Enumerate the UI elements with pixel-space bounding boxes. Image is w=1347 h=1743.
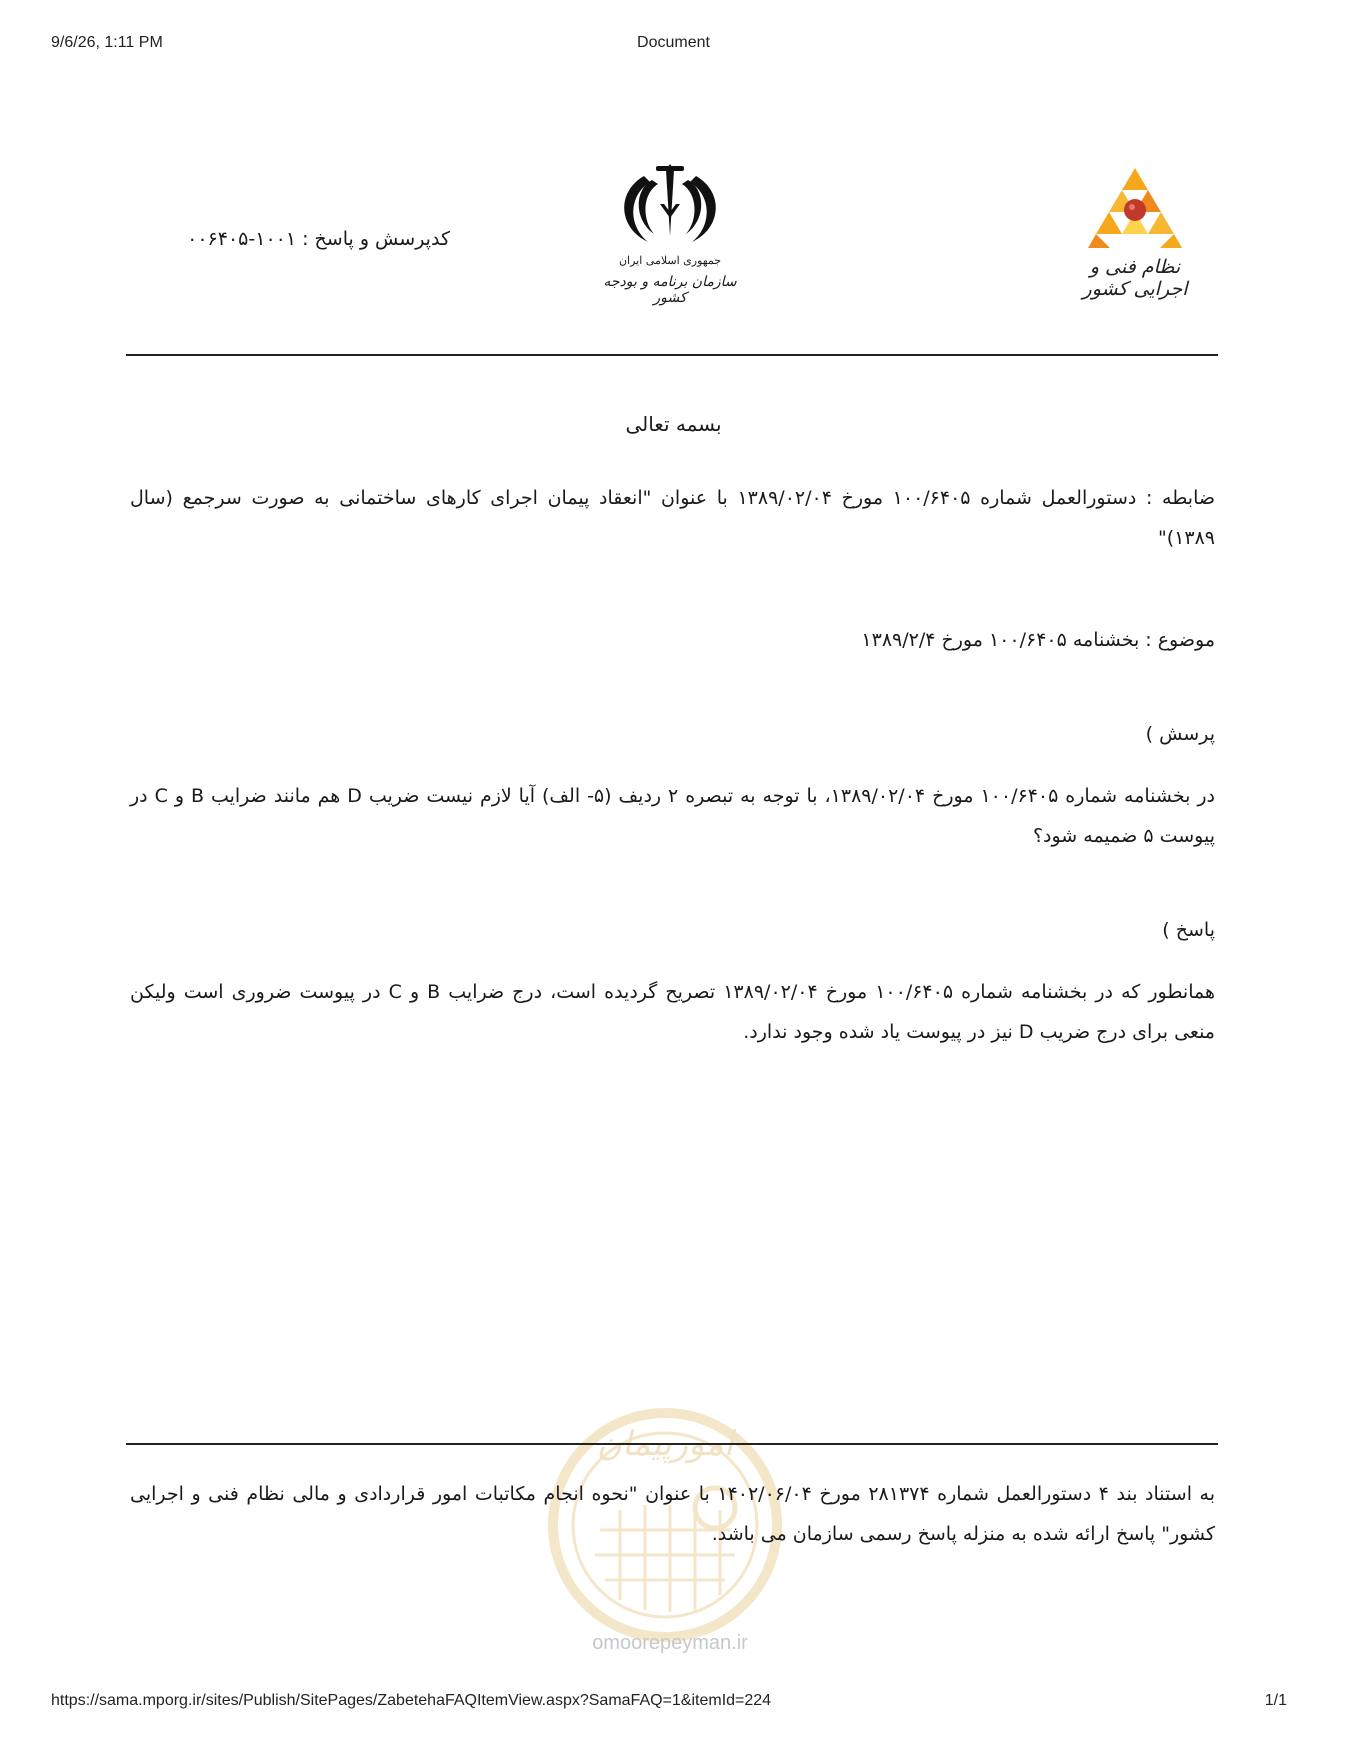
print-url: https://sama.mporg.ir/sites/Publish/SitePages/ZabetehaFAQItemView.aspx?SamaFAQ=1&itemId=224	[51, 1692, 772, 1709]
iran-emblem	[600, 158, 740, 308]
logo-text: نظام فنی و اجرایی کشور	[1082, 256, 1188, 300]
answer-label: پاسخ )	[1162, 919, 1215, 941]
watermark-title: امورپیمان	[596, 1424, 734, 1464]
triangle-cubes-icon	[1088, 168, 1182, 248]
answer-text: همانطور که در بخشنامه شماره ۱۰۰/۶۴۰۵ مورخ ۱۳۸۹/۰۲/۰۴ تصریح گردیده است، درج ضرایب B و C در پیوست ضروری است ولیکن منعی برای درج ضریب D نیز در پیوست یاد شده وجود ندارد.	[130, 981, 1215, 1043]
question-code: کدپرسش و پاسخ : ۱۰۰۱-۰۰۶۴۰۵	[187, 228, 450, 250]
technical-system-logo	[1060, 160, 1210, 310]
print-page-number: 1/1	[1264, 1692, 1287, 1709]
watermark-url: omoorepeyman.ir	[592, 1632, 748, 1654]
page-title: بسمه تعالی	[625, 412, 722, 436]
question-label: پرسش )	[1145, 723, 1215, 745]
footer-divider	[126, 1443, 1218, 1445]
print-doc-title: Document	[637, 34, 710, 51]
emblem-icon	[600, 158, 740, 248]
regulation-reference: ضابطه : دستورالعمل شماره ۱۰۰/۶۴۰۵ مورخ ۱۳۸۹/۰۲/۰۴ با عنوان "انعقاد پیمان اجرای کارهای ساختمانی به صورت سرجمع (سال ۱۳۸۹)"	[130, 487, 1216, 549]
header-divider	[126, 354, 1218, 356]
print-datetime: 9/6/26, 1:11 PM	[51, 34, 163, 51]
official-answer-note: به استناد بند ۴ دستورالعمل شماره ۲۸۱۳۷۴ مورخ ۱۴۰۲/۰۶/۰۴ با عنوان "نحوه انجام مکاتبات امور قراردادی و مالی نظام فنی و اجرایی کشور" پاسخ ارائه شده به منزله پاسخ رسمی سازمان می باشد.	[130, 1483, 1215, 1545]
question-text: در بخشنامه شماره ۱۰۰/۶۴۰۵ مورخ ۱۳۸۹/۰۲/۰۴، با توجه به تبصره ۲ ردیف (۵- الف) آیا لازم نیست ضریب D هم مانند ضرایب B و C در پیوست ۵ ضمیمه شود؟	[130, 785, 1216, 847]
subject-line: موضوع : بخشنامه ۱۰۰/۶۴۰۵ مورخ ۱۳۸۹/۲/۴	[861, 629, 1215, 651]
emblem-line-2: سازمان برنامه و بودجه کشور	[603, 274, 737, 306]
emblem-line-1: جمهوری اسلامی ایران	[618, 254, 722, 267]
